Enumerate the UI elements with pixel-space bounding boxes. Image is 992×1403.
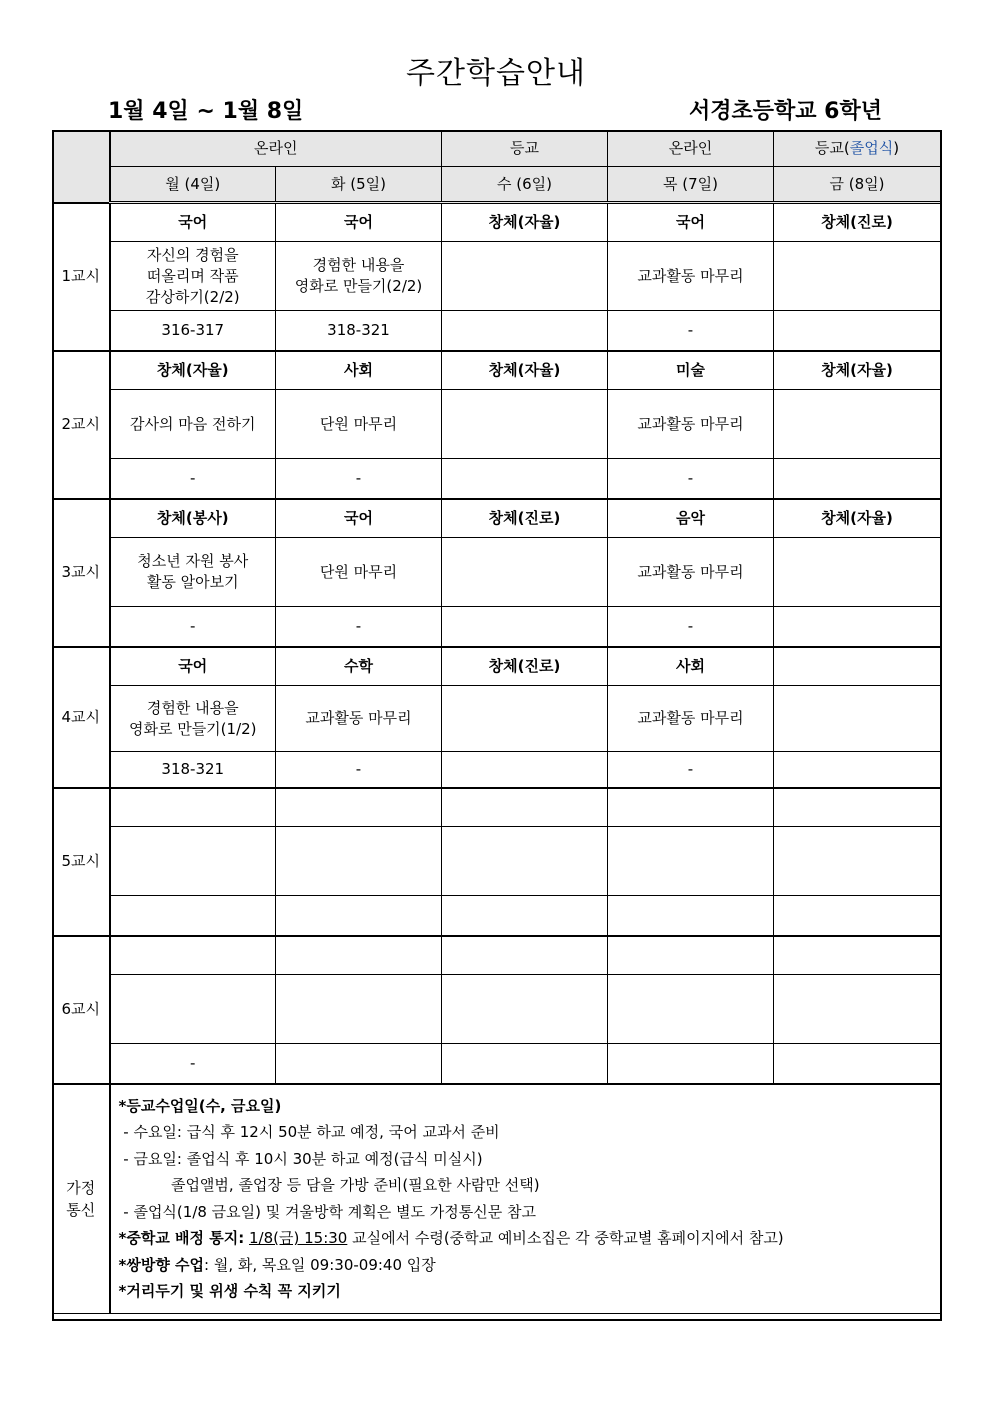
notice-line-6-time: 1/8(금) 15:30 [249,1229,348,1247]
period-6-subject-day-3 [608,936,774,975]
period-3-subject-day-3: 음악 [608,499,774,538]
period-1-page-day-1: 318-321 [276,311,442,351]
period-5-subject-day-3 [608,788,774,827]
period-2-page-day-3: - [608,459,774,499]
period-2-pages-row [53,459,941,499]
period-label: 1교시 [53,203,110,351]
notice-line-1: *등교수업일(수, 금요일) [118,1096,282,1115]
period-2-subjects-row [53,351,941,390]
period-6-content-day-0 [110,975,276,1044]
period-3-content-day-2 [442,538,608,607]
period-2-subject-day-1: 사회 [276,351,442,390]
period-5-content-day-4 [774,827,941,896]
page-title: 주간학습안내 [406,56,586,91]
period-5-content-day-0 [110,827,276,896]
period-2-content-day-3: 교과활동 마무리 [608,390,774,459]
notice-line-6-rest: 교실에서 수령(중학교 예비소집은 각 중학교별 홈페이지에서 참고) [347,1229,784,1247]
period-2-page-day-4 [774,459,941,499]
notice-line-6-label: *중학교 배정 통지: [118,1229,245,1247]
mode-online-2: 온라인 [608,131,774,167]
period-3-page-day-2 [442,607,608,647]
period-1-content-day-0: 자신의 경험을 떠올리며 작품 감상하기(2/2) [110,242,276,311]
period-4-subject-day-3: 사회 [608,647,774,686]
period-2-page-day-1: - [276,459,442,499]
period-3-page-day-4 [774,607,941,647]
period-6-page-day-4 [774,1044,941,1084]
period-5-content-day-3 [608,827,774,896]
period-4-page-day-2 [442,752,608,788]
period-4-content-day-2 [442,686,608,752]
notice-row [53,1084,941,1314]
mode-row [53,131,941,167]
school-class: 서경초등학교 6학년 [689,99,882,124]
period-1-subject-day-3: 국어 [608,203,774,242]
notice-line-8: *거리두기 및 위생 수칙 꼭 지키기 [118,1282,341,1300]
notice-line-2: - 수요일: 급식 후 12시 50분 하교 예정, 국어 교과서 준비 [118,1123,500,1141]
period-2-subject-day-3: 미술 [608,351,774,390]
period-6-subject-day-4 [774,936,941,975]
period-4-contents-row [53,686,941,752]
period-5-page-day-1 [276,896,442,936]
period-6-page-day-1 [276,1044,442,1084]
period-1-content-day-4 [774,242,941,311]
period-4-subjects-row [53,647,941,686]
period-6-subjects-row [53,936,941,975]
period-6-subject-day-1 [276,936,442,975]
period-5-pages-row [53,896,941,936]
day-row [53,167,941,203]
period-6-page-day-0: - [110,1044,276,1084]
day-header-0: 월 (4일) [110,167,276,203]
period-2-subject-day-2: 창체(자율) [442,351,608,390]
day-header-2: 수 (6일) [442,167,608,203]
period-6-subject-day-2 [442,936,608,975]
period-2-content-day-4 [774,390,941,459]
period-5-page-day-0 [110,896,276,936]
period-3-content-day-1: 단원 마무리 [276,538,442,607]
period-6-content-day-2 [442,975,608,1044]
period-5-subject-day-2 [442,788,608,827]
period-4-subject-day-0: 국어 [110,647,276,686]
period-4-subject-day-1: 수학 [276,647,442,686]
period-5-subject-day-0 [110,788,276,827]
period-3-page-day-3: - [608,607,774,647]
period-label: 5교시 [53,788,110,936]
period-3-subject-day-4: 창체(자율) [774,499,941,538]
corner-cell [53,131,110,203]
period-1-page-day-2 [442,311,608,351]
period-3-content-day-4 [774,538,941,607]
period-3-content-day-0: 청소년 자원 봉사 활동 알아보기 [110,538,276,607]
period-1-content-day-3: 교과활동 마무리 [608,242,774,311]
period-1-contents-row [53,242,941,311]
period-4-page-day-3: - [608,752,774,788]
period-6-subject-day-0 [110,936,276,975]
period-4-page-day-1: - [276,752,442,788]
period-label: 6교시 [53,936,110,1084]
period-4-content-day-1: 교과활동 마무리 [276,686,442,752]
period-4-content-day-0: 경험한 내용을 영화로 만들기(1/2) [110,686,276,752]
period-3-content-day-3: 교과활동 마무리 [608,538,774,607]
period-2-contents-row [53,390,941,459]
notice-content [110,1084,941,1314]
period-6-content-day-3 [608,975,774,1044]
notice-line-4: 졸업앨범, 졸업장 등 담을 가방 준비(필요한 사람만 선택) [118,1176,540,1194]
period-2-content-day-2 [442,390,608,459]
notice-line-7-label: *쌍방향 수업 [118,1255,205,1274]
period-1-subject-day-4: 창체(진로) [774,203,941,242]
notice-label: 가정 통신 [53,1084,110,1314]
period-5-page-day-2 [442,896,608,936]
mode-school-1: 등교 [442,131,608,167]
period-4-subject-day-4 [774,647,941,686]
period-3-pages-row [53,607,941,647]
period-4-page-day-4 [774,752,941,788]
period-2-subject-day-4: 창체(자율) [774,351,941,390]
mode-label-pre: 등교( [814,139,850,157]
period-4-content-day-3: 교과활동 마무리 [608,686,774,752]
period-5-subject-day-4 [774,788,941,827]
period-6-contents-row [53,975,941,1044]
period-label: 4교시 [53,647,110,788]
weekly-schedule-table [52,130,941,1314]
period-4-content-day-4 [774,686,941,752]
day-header-4: 금 (8일) [774,167,941,203]
period-1-page-day-4 [774,311,941,351]
period-6-pages-row [53,1044,941,1084]
period-5-subjects-row [53,788,941,827]
notice-line-7-rest: : 월, 화, 목요일 09:30-09:40 입장 [204,1255,436,1274]
period-label: 3교시 [53,499,110,647]
period-2-page-day-0: - [110,459,276,499]
period-5-subject-day-1 [276,788,442,827]
period-1-content-day-1: 경험한 내용을 영화로 만들기(2/2) [276,242,442,311]
period-1-subject-day-2: 창체(자율) [442,203,608,242]
period-3-contents-row [53,538,941,607]
period-3-subject-day-0: 창체(봉사) [110,499,276,538]
period-1-content-day-2 [442,242,608,311]
period-1-subjects-row [53,203,941,242]
notice-line-3: - 금요일: 졸업식 후 10시 30분 하교 예정(급식 미실시) [118,1149,483,1168]
period-1-pages-row [53,311,941,351]
period-1-page-day-0: 316-317 [110,311,276,351]
period-5-contents-row [53,827,941,896]
period-1-subject-day-1: 국어 [276,203,442,242]
mode-label-post: ) [893,139,900,157]
period-4-pages-row [53,752,941,788]
period-label: 2교시 [53,351,110,499]
notice-line-5: - 졸업식(1/8 금요일) 및 겨울방학 계획은 별도 가정통신문 참고 [118,1202,536,1221]
day-header-1: 화 (5일) [276,167,442,203]
period-6-page-day-3 [608,1044,774,1084]
period-6-content-day-1 [276,975,442,1044]
period-6-page-day-2 [442,1044,608,1084]
period-2-content-day-0: 감사의 마음 전하기 [110,390,276,459]
day-header-3: 목 (7일) [608,167,774,203]
period-3-subject-day-1: 국어 [276,499,442,538]
period-3-subject-day-2: 창체(진로) [442,499,608,538]
period-2-page-day-2 [442,459,608,499]
period-4-subject-day-2: 창체(진로) [442,647,608,686]
period-4-page-day-0: 318-321 [110,752,276,788]
period-1-page-day-3: - [608,311,774,351]
period-3-page-day-0: - [110,607,276,647]
period-6-content-day-4 [774,975,941,1044]
period-3-page-day-1: - [276,607,442,647]
period-5-page-day-4 [774,896,941,936]
week-period: 1월 4일 ~ 1월 8일 [108,99,304,124]
mode-label-highlight: 졸업식 [849,139,894,157]
period-3-subjects-row [53,499,941,538]
period-5-page-day-3 [608,896,774,936]
period-5-content-day-2 [442,827,608,896]
period-2-subject-day-0: 창체(자율) [110,351,276,390]
period-1-subject-day-0: 국어 [110,203,276,242]
mode-online-1: 온라인 [110,131,442,167]
period-5-content-day-1 [276,827,442,896]
period-2-content-day-1: 단원 마무리 [276,390,442,459]
mode-school-graduation [774,131,941,167]
